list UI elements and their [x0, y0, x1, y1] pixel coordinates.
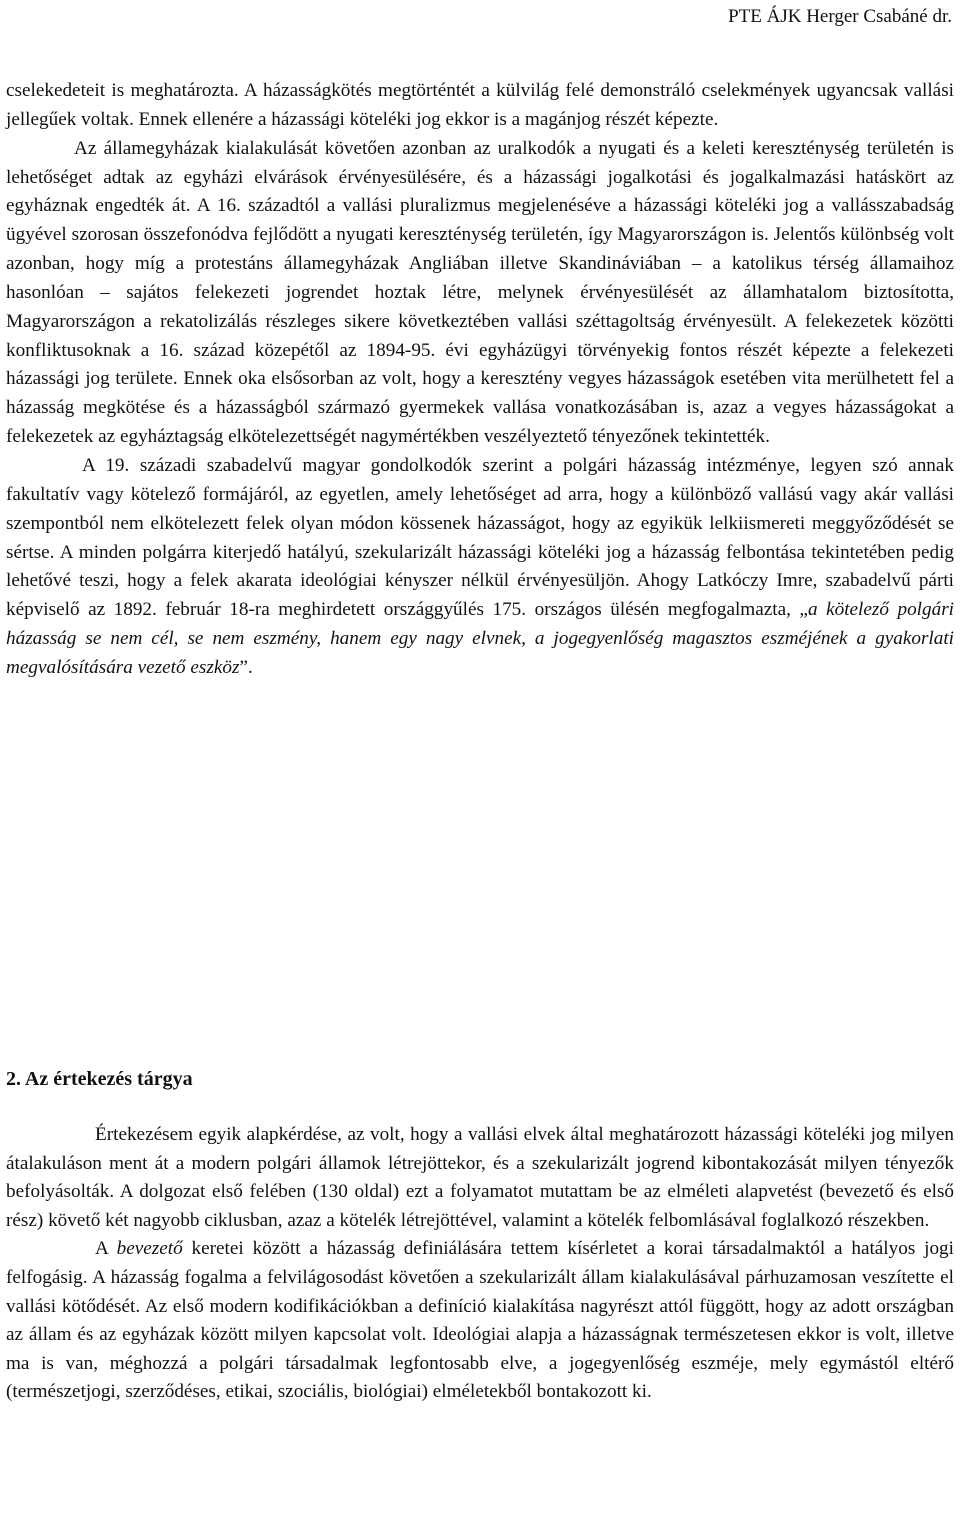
body-text-upper	[6, 77, 954, 683]
paragraph-5-emphasis: bevezető	[116, 1238, 183, 1260]
paragraph-3-quote: a kötelező polgári házasság se nem cél, se nem eszmény, hanem egy nagy elvnek, a jogegyenlőség magasztos eszméjének a gyakorlati megvalósítására vezető eszköz	[6, 599, 954, 678]
paragraph-5-rest: keretei között a házasság definiálására tettem kísérletet a korai társadalmaktól a hatályos jogi felfogásig. A házasság fogalma a felvilágosodást követően a szekularizált állam kialakulásával párhuzamosan veszítette el vallási kötődését. Az első modern kodifikációkban a definíció kialakítása nagyrészt attól függött, hogy az adott országban az állam és az egyházak között milyen kapcsolat volt. Ideológiai alapja a házasságnak természetesen ekkor is volt, illetve ma is van, méghozzá a polgári társadalmak legfontosabb elve, a jogegyenlőség eszméje, mely egymástól eltérő (természetjogi, szerződéses, etikai, szociális, biológiai) elméletekből bontakozott ki.	[6, 1238, 954, 1403]
paragraph-5-start: A	[95, 1238, 117, 1260]
paragraph-3-end: ”.	[239, 656, 253, 678]
paragraph-3-text: A 19. századi szabadelvű magyar gondolkodók szerint a polgári házasság intézménye, legyen szó annak fakultatív vagy kötelező formájáról, az egyetlen, amely lehetőséget ad arra, hogy a különböző vallású vagy akár vallási szempontból nem elkötelezett felek olyan módon kössenek házasságot, hogy az egyikük lelkiismereti meggyőződését se sértse. A minden polgárra kiterjedő hatályú, szekularizált házassági köteléki jog a házasság felbontása tekintetében pedig lehetővé teszi, hogy a felek akarata ideológiai kényszer nélkül érvényesüljön. Ahogy Latkóczy Imre, szabadelvű párti képviselő az 1892. február 18-ra meghirdetett országgyűlés 175. országos ülésén megfogalmazta, „	[6, 454, 954, 621]
paragraph-4: Értekezésem egyik alapkérdése, az volt, hogy a vallási elvek által meghatározott házassági köteléki jog milyen átalakuláson ment át a modern polgári államok létrejöttekor, és a szekularizált jogrend kibontakozását milyen tényezők befolyásolták. A dolgozat első felében (130 oldal) ezt a folyamatot mutattam be az elméleti alapvetést (bevezető és első rész) követő két nagyobb ciklusban, azaz a kötelék létrejöttével, valamint a kötelék felbomlásával foglalkozó részekben.	[6, 1124, 954, 1231]
paragraph-1: cselekedeteit is meghatározta. A házasságkötés megtörténtét a külvilág felé demonstráló cselekmények ugyancsak vallási jellegűek voltak. Ennek ellenére a házassági köteléki jog ekkor is a magánjog részét képezte.	[6, 80, 954, 130]
paragraph-2: Az államegyházak kialakulását követően azonban az uralkodók a nyugati és a keleti kereszténység területén is lehetőséget adtak az egyházi elvárások érvényesülésére, és a házassági jogalkotási és jogalkalmazási hatáskört az egyháznak engedték át. A 16. századtól a vallási pluralizmus megjelenéséve a házassági köteléki jog a vallásszabadság ügyével szorosan összefonódva fejlődött a nyugati kereszténység területén, így Magyarországon is. Jelentős különbség volt azonban, hogy míg a protestáns államegyházak Angliában illetve Skandináviában – a katolikus térség államaihoz hasonlóan – sajátos felekezeti jogrendet hoztak létre, melynek érvényesülését az államhatalom biztosította, Magyarországon a rekatolizálás részleges sikere következtében vallási széttagoltság érvényesült. A felekezetek közötti konfliktusoknak a 16. század közepétől az 1894-95. évi egyházügyi törvényekig fontos részét képezte a felekezeti házassági jog területe. Ennek oka elsősorban az volt, hogy a keresztény vegyes házasságok esetében vita merülhetett fel a házasság megkötése és a házasságból származó gyermekek vallása vonatkozásában is, azaz a vegyes házasságokat a felekezetek az egyháztagság elkötelezettségét nagymértékben veszélyeztető tényezőnek tekintették.	[6, 137, 954, 448]
paragraph-3	[6, 452, 954, 683]
body-text-lower	[6, 1121, 954, 1407]
section-title: 2. Az értekezés tárgya	[6, 1068, 193, 1090]
paragraph-5	[6, 1235, 954, 1407]
page-header-author: PTE ÁJK Herger Csabáné dr.	[728, 6, 952, 27]
